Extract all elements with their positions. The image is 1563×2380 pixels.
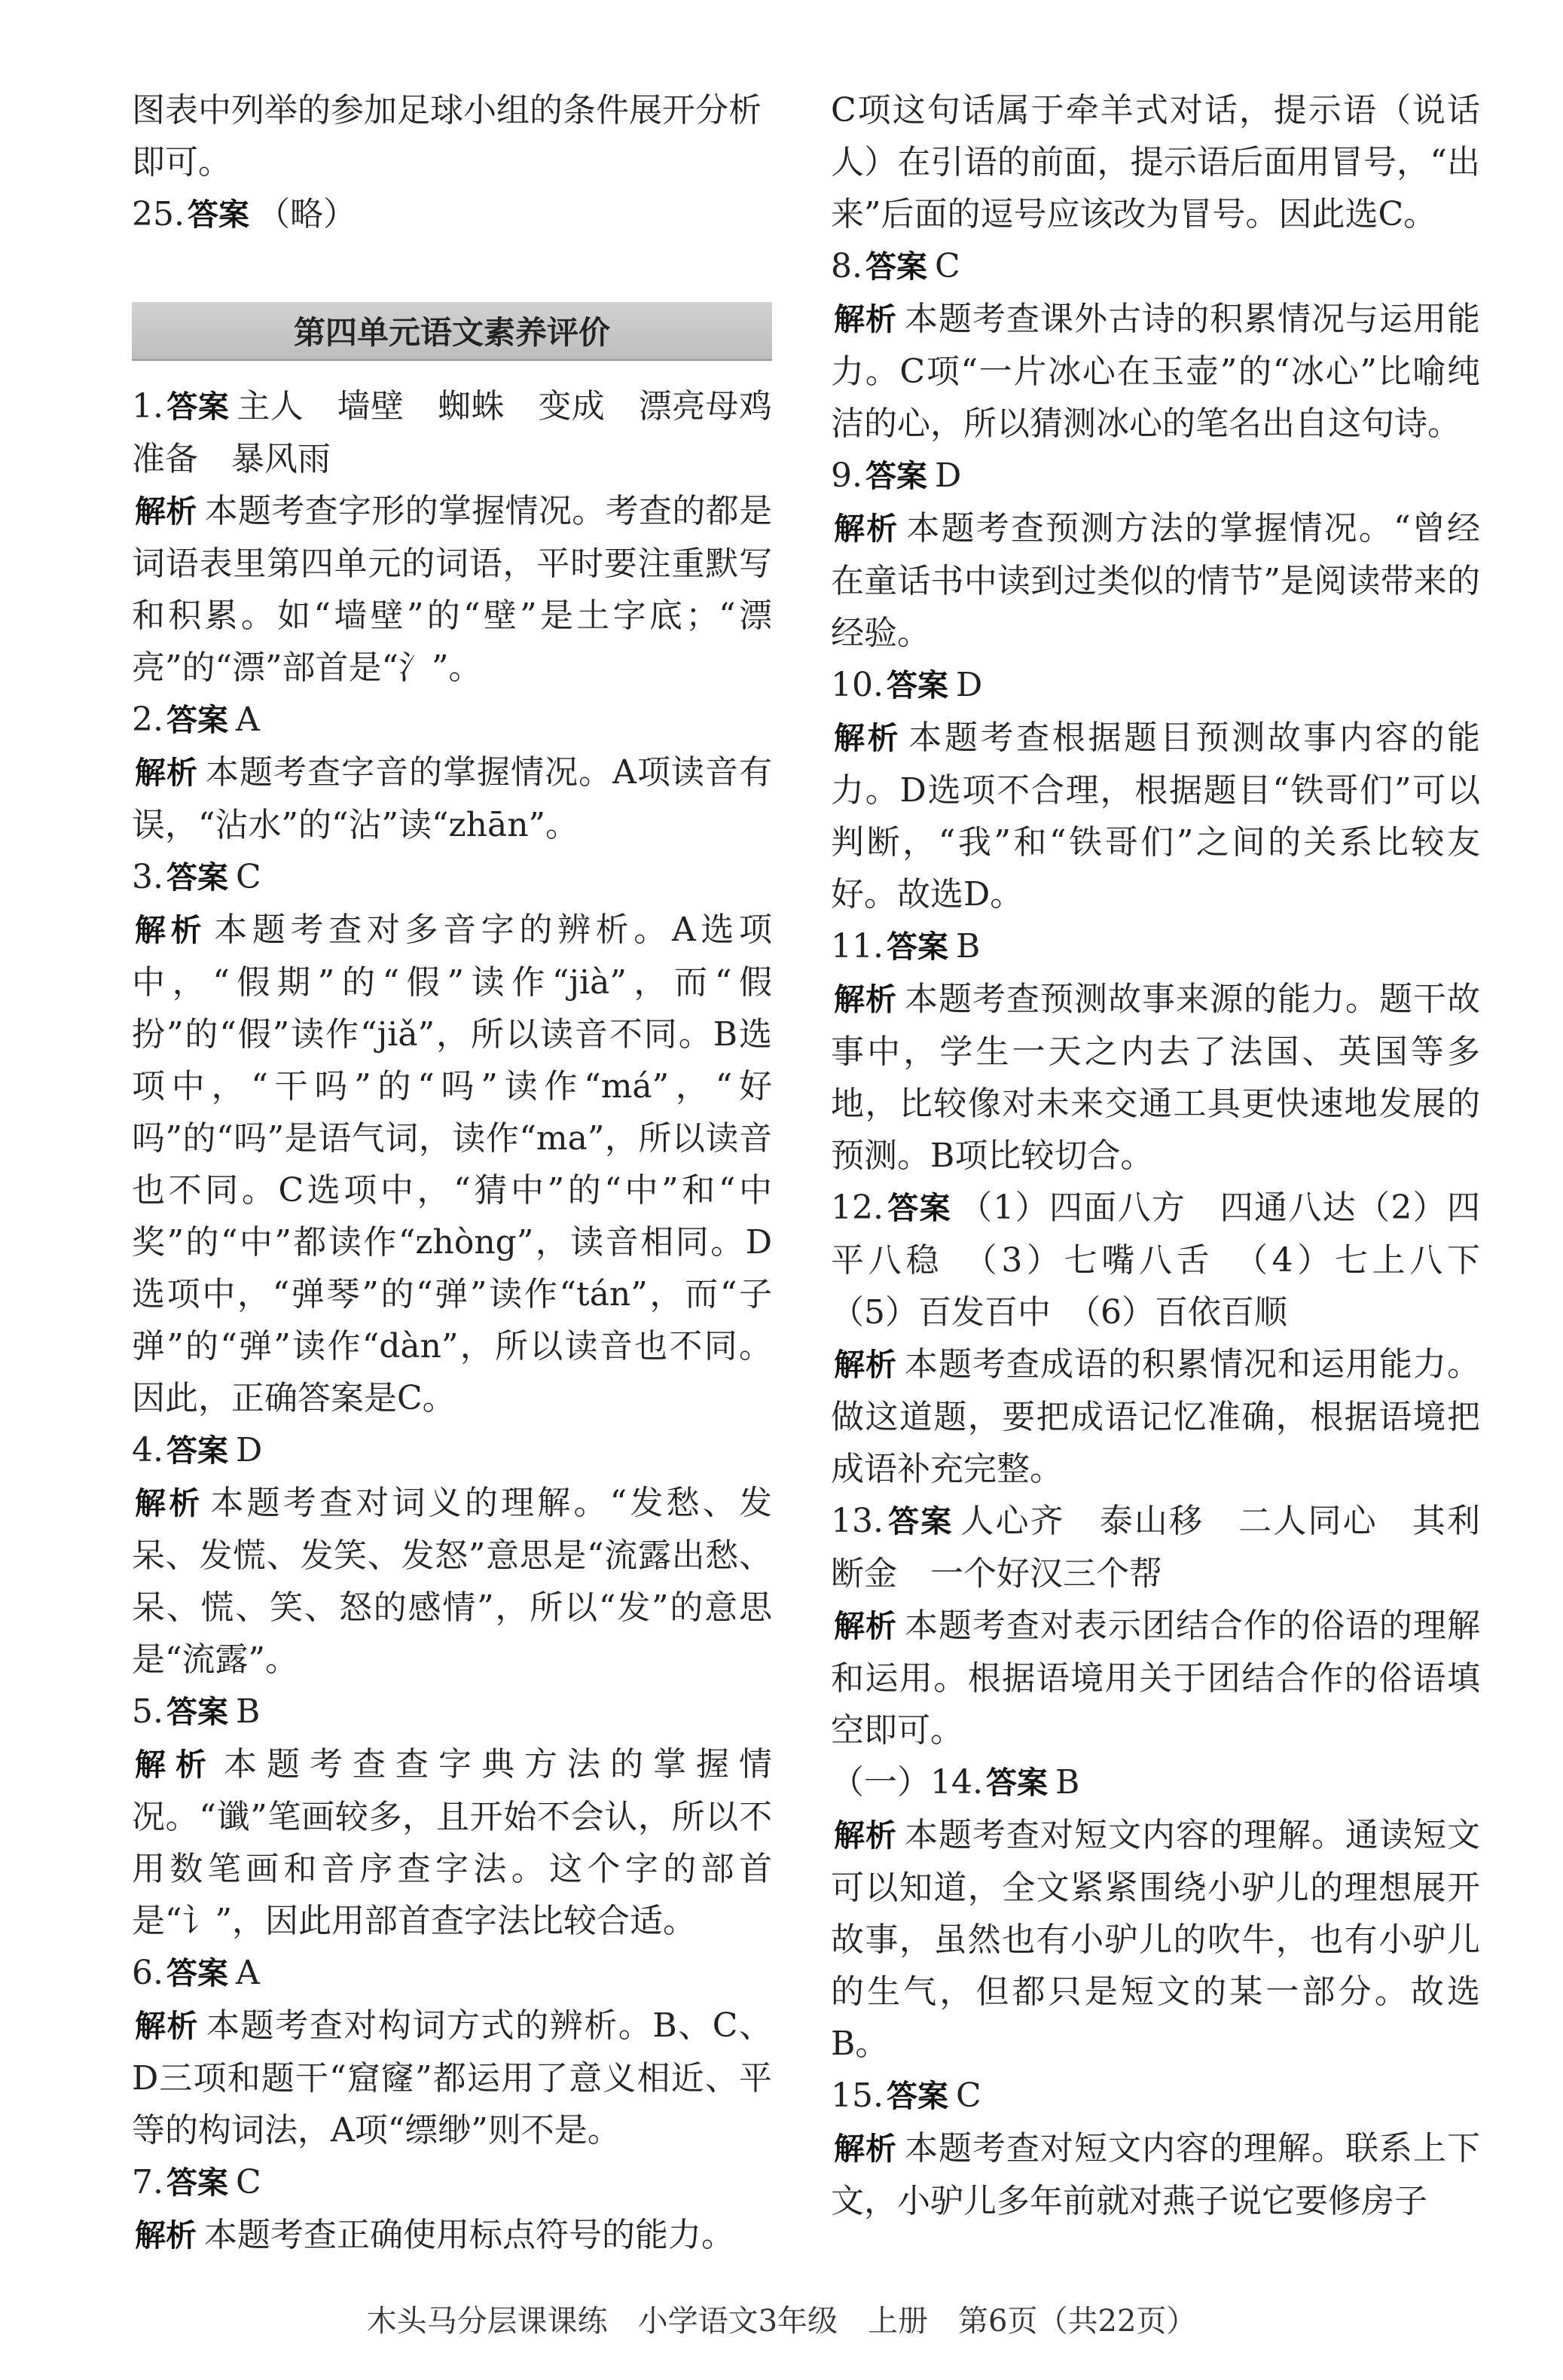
q9-answer: 9.答案 D	[831, 456, 962, 495]
q7-analysis-continued: C项这句话属于牵羊式对话，提示语（说话人）在引语的前面，提示语后面用冒号，“出来”后面的逗号应该改为冒号。因此选C。	[831, 91, 1480, 233]
q14-analysis: 解析 本题考查对短文内容的理解。通读短文可以知道，全文紧紧围绕小驴儿的理想展开故事，虽然也有小驴儿的吹牛，也有小驴儿的生气，但都只是短文的某一部分。故选B。	[831, 1816, 1480, 2063]
q15-answer: 15.答案 C	[831, 2076, 981, 2115]
q1-analysis: 解析 本题考查字形的掌握情况。考查的都是词语表里第四单元的词语，平时要注重默写和积累。如“墙壁”的“壁”是土字底；“漂亮”的“漂”部首是“氵”。	[132, 492, 773, 687]
q14-answer: （一）14.答案 B	[831, 1763, 1080, 1802]
q13-analysis: 解析 本题考查对表示团结合作的俗语的理解和运用。根据语境用关于团结合作的俗语填空即可。	[831, 1606, 1480, 1750]
section-title: 第四单元语文素养评价	[132, 302, 772, 361]
q8-answer: 8.答案 C	[831, 247, 960, 285]
q7-analysis: 解析 本题考查正确使用标点符号的能力。	[135, 2216, 734, 2254]
q7-answer: 7.答案 C	[132, 2163, 261, 2202]
q4-answer: 4.答案 D	[132, 1431, 263, 1469]
q25: 25.答案 （略）	[132, 195, 356, 233]
q3-analysis: 解析 本题考查对多音字的辨析。A选项中，“假期”的“假”读作“jià”，而“假扮”的“假”读作“jiǎ”，所以读音不同。B选项中，“干吗”的“吗”读作“má”，“好吗”的“吗”是语气词，读作“ma”，所以读音也不同。C选项中，“猜中”的“中”和“中奖”的“中”都读作“zhòng”，读音相同。D选项中，“弹琴”的“弹”读作“tán”，而“子弹”的“弹”读作“dàn”，所以读音也不同。因此，正确答案是C。	[132, 911, 772, 1417]
spacer	[132, 241, 772, 293]
q15-analysis: 解析 本题考查对短文内容的理解。联系上下文，小驴儿多年前就对燕子说它要修房子	[831, 2129, 1480, 2220]
q6-answer: 6.答案 A	[132, 1954, 260, 1992]
q2-analysis: 解析 本题考查字音的掌握情况。A项读音有误，“沾水”的“沾”读“zhān”。	[132, 753, 772, 844]
q10-answer: 10.答案 D	[831, 666, 983, 704]
q6-analysis: 解析 本题考查对构词方式的辨析。B、C、D三项和题干“窟窿”都运用了意义相近、平等的构词法，A项“缥缈”则不是。	[132, 2006, 773, 2150]
q9-analysis: 解析 本题考查预测方法的掌握情况。“曾经在童话书中读到过类似的情节”是阅读带来的经验。	[831, 509, 1480, 652]
q1-answer: 1.答案 主人 墙壁 蜘蛛 变成 漂亮母鸡 准备 暴风雨	[132, 387, 806, 478]
right-column	[831, 84, 1513, 2227]
q13-answer: 13.答案 人心齐 泰山移 二人同心 其利断金 一个好汉三个帮	[831, 1502, 1481, 1593]
q10-analysis: 解析 本题考查根据题目预测故事内容的能力。D选项不合理，根据题目“铁哥们”可以判断，“我”和“铁哥们”之间的关系比较友好。故选D。	[831, 719, 1481, 914]
q11-answer: 11.答案 B	[831, 927, 981, 966]
q8-analysis: 解析 本题考查课外古诗的积累情况与运用能力。C项“一片冰心在玉壶”的“冰心”比喻纯洁的心，所以猜测冰心的笔名出自这句诗。	[831, 300, 1480, 443]
page-footer: 木头马分层课课练 小学语文3年级 上册 第6页（共22页）	[366, 2304, 1197, 2339]
q5-analysis: 解析 本题考查查字典方法的掌握情况。“谶”笔画较多，且开始不会认，所以不用数笔画和音序查字法。这个字的部首是“讠”，因此用部首查字法比较合适。	[132, 1745, 772, 1940]
q12-analysis: 解析 本题考查成语的积累情况和运用能力。做这道题，要把成语记忆准确，根据语境把成语补充完整。	[831, 1345, 1480, 1488]
left-column	[132, 84, 806, 2262]
q5-answer: 5.答案 B	[132, 1692, 261, 1731]
intro-text: 图表中列举的参加足球小组的条件展开分析 即可。	[132, 91, 762, 182]
q12-answer: 12.答案 （1）四面八方 四通八达（2）四平八稳 （3）七嘴八舌 （4）七上八下 （5）百发百中 （6）百依百顺	[831, 1188, 1513, 1332]
q4-analysis: 解析 本题考查对词义的理解。“发愁、发呆、发慌、发笑、发怒”意思是“流露出愁、呆、慌、笑、怒的感情”，所以“发”的意思是“流露”。	[132, 1484, 773, 1679]
q11-analysis: 解析 本题考查预测故事来源的能力。题干故事中，学生一天之内去了法国、英国等多地，比较像对未来交通工具更快速地发展的预测。B项比较切合。	[831, 980, 1480, 1175]
q3-answer: 3.答案 C	[132, 858, 261, 896]
q2-answer: 2.答案 A	[132, 700, 260, 739]
